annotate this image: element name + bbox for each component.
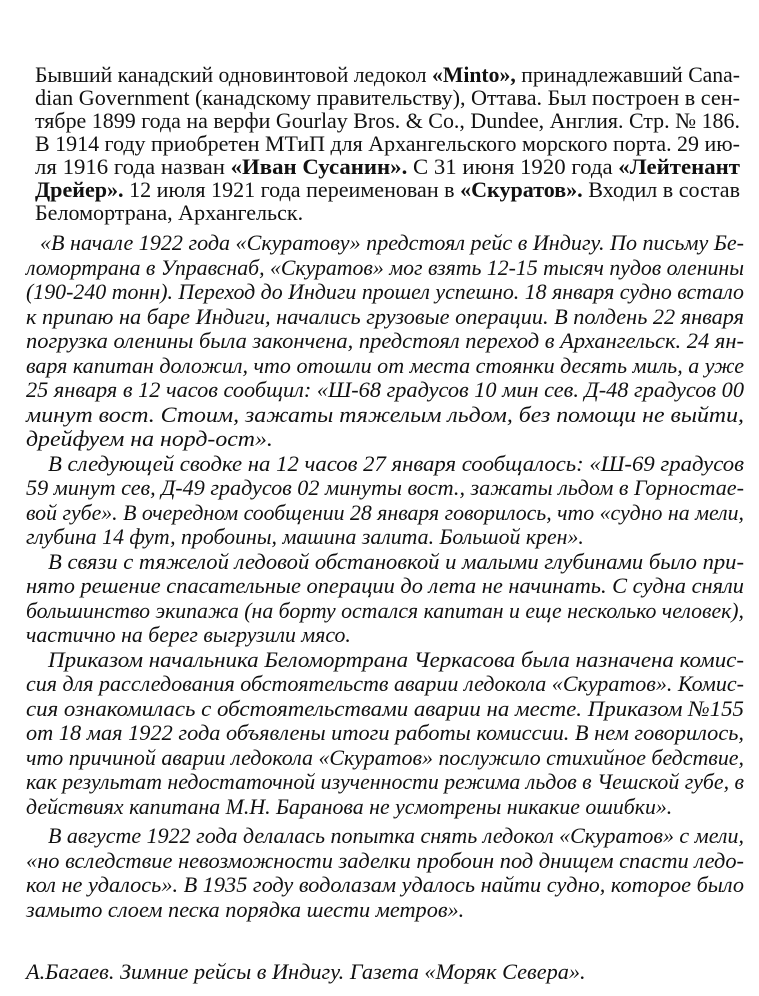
text-run: тябре 1899 года на верфи Gourlay Bros. & Co., Dundee, Англия. Стр. № 186. [35,108,740,133]
ship-name-bold: Дрейер». [35,177,124,202]
text-run: принадлежавший Cana- [515,62,740,87]
quote-line: большинство экипажа (на борту остался капитан и еще несколько человек), [26,597,744,623]
source-citation: А.Багаев. Зимние рейсы в Индигу. Газета «Моряк Севера». [26,959,586,984]
quote-line: минут вост. Стоим, зажаты тяжелым льдом, без помощи не выйти, [26,401,744,427]
text-run: В 1914 году приобретен МТиП для Архангельского морского порта. 29 ию- [35,131,740,156]
intro-line [35,178,740,201]
quote-line: вой губе». В очередном сообщении 28 января говорилось, что «судно на мели, [26,499,744,525]
quote-line: действиях капитана М.Н. Баранова не усмотрены никакие ошибки». [26,793,673,819]
quote-line: что причиной аварии ледокола «Скуратов» послужило стихийное бедствие, [26,744,744,770]
intro-paragraph [0,63,759,224]
quote-line: «но вследствие невозможности заделки пробоин под днищем спасти ледо- [26,847,744,873]
quote-line: к припаю на баре Индиги, начались грузовые операции. В полдень 22 января [26,303,744,329]
quote-line: замыто слоем песка порядка шести метров». [26,896,465,922]
text-run: 12 июля 1921 года переименован в [123,177,461,202]
ship-name-bold: «Лейтенант [618,154,740,179]
quote-line: варя капитан доложил, что отошли от места стоянки десять миль, а уже [26,352,744,378]
quote-paragraph [0,648,759,820]
quote-line: дрейфуем на норд-ост». [26,426,273,451]
quote-line: 25 января в 12 часов сообщил: «Ш-68 градусов 10 мин сев. Д-48 градусов 00 [26,377,744,402]
text-run: Бывший канадский одновинтовой ледокол [35,62,433,87]
ship-name-bold: «Иван Сусанин». [230,154,408,179]
quote-line: ломортрана в Управснаб, «Скуратов» мог взять 12-15 тысяч пудов оленины [26,254,744,280]
quote-line: В связи с тяжелой ледовой обстановкой и малыми глубинами было при- [48,548,744,574]
text-run: dian Government (канадскому правительству), Оттава. Был построен в сен- [35,85,740,110]
quote-line: В августе 1922 года делалась попытка снять ледокол «Скуратов» с мели, [48,823,744,848]
quote-line: глубина 14 фут, пробоины, машина залита. Большой крен». [26,524,584,549]
intro-line [35,155,740,178]
quote-line: (190-240 тонн). Переход до Индиги прошел успешно. 18 января судно встало [26,279,744,304]
intro-line [35,63,740,86]
text-run: Входил в состав [582,177,740,202]
intro-line [35,86,740,109]
quote-line: 59 минут сев, Д-49 градусов 02 минуты вост., зажаты льдом в Горностае- [26,475,744,500]
quote-line: сия ознакомилась с обстоятельствами аварии на месте. Приказом №155 [26,695,745,721]
quote-paragraph [0,231,759,452]
quote-line: от 18 мая 1922 года объявлены итоги работы комиссии. В нем говорилось, [26,720,744,745]
quote-paragraph [0,452,759,550]
intro-line [35,132,740,155]
ship-name-bold: «Minto», [432,62,516,87]
quote-line: погрузка оленины была закончена, предстоял переход в Архангельск. 24 ян- [26,328,744,353]
quote-line: сия для расследования обстоятельств аварии ледокола «Скуратов». Комис- [26,671,744,696]
text-run: Беломортрана, Архангельск. [35,200,304,225]
quote-line: кол не удалось». В 1935 году водолазам удалось найти судно, которое было [26,872,744,897]
text-run: С 31 июня 1920 года [407,154,619,179]
quote-line: В следующей сводке на 12 часов 27 января сообщалось: «Ш-69 градусов [48,450,744,476]
text-run: ля 1916 года назван [35,154,231,179]
quote-line: как результат недостаточной изученности режима льдов в Чешской губе, в [26,769,744,794]
quote-paragraph [0,824,759,922]
quote-paragraph [0,550,759,648]
quote-line: нято решение спасательные операции до лета не начинать. С судна сняли [26,573,744,598]
ship-name-bold: «Скуратов». [460,177,583,202]
intro-line [35,201,303,224]
quoted-article [0,231,759,922]
quote-line: Приказом начальника Беломортрана Черкасова была назначена комис- [48,646,744,672]
intro-line [35,109,740,132]
quote-line: частично на берег выгрузили мясо. [26,622,351,647]
quote-line: «В начале 1922 года «Скуратову» предстоял рейс в Индигу. По письму Бе- [40,230,744,255]
